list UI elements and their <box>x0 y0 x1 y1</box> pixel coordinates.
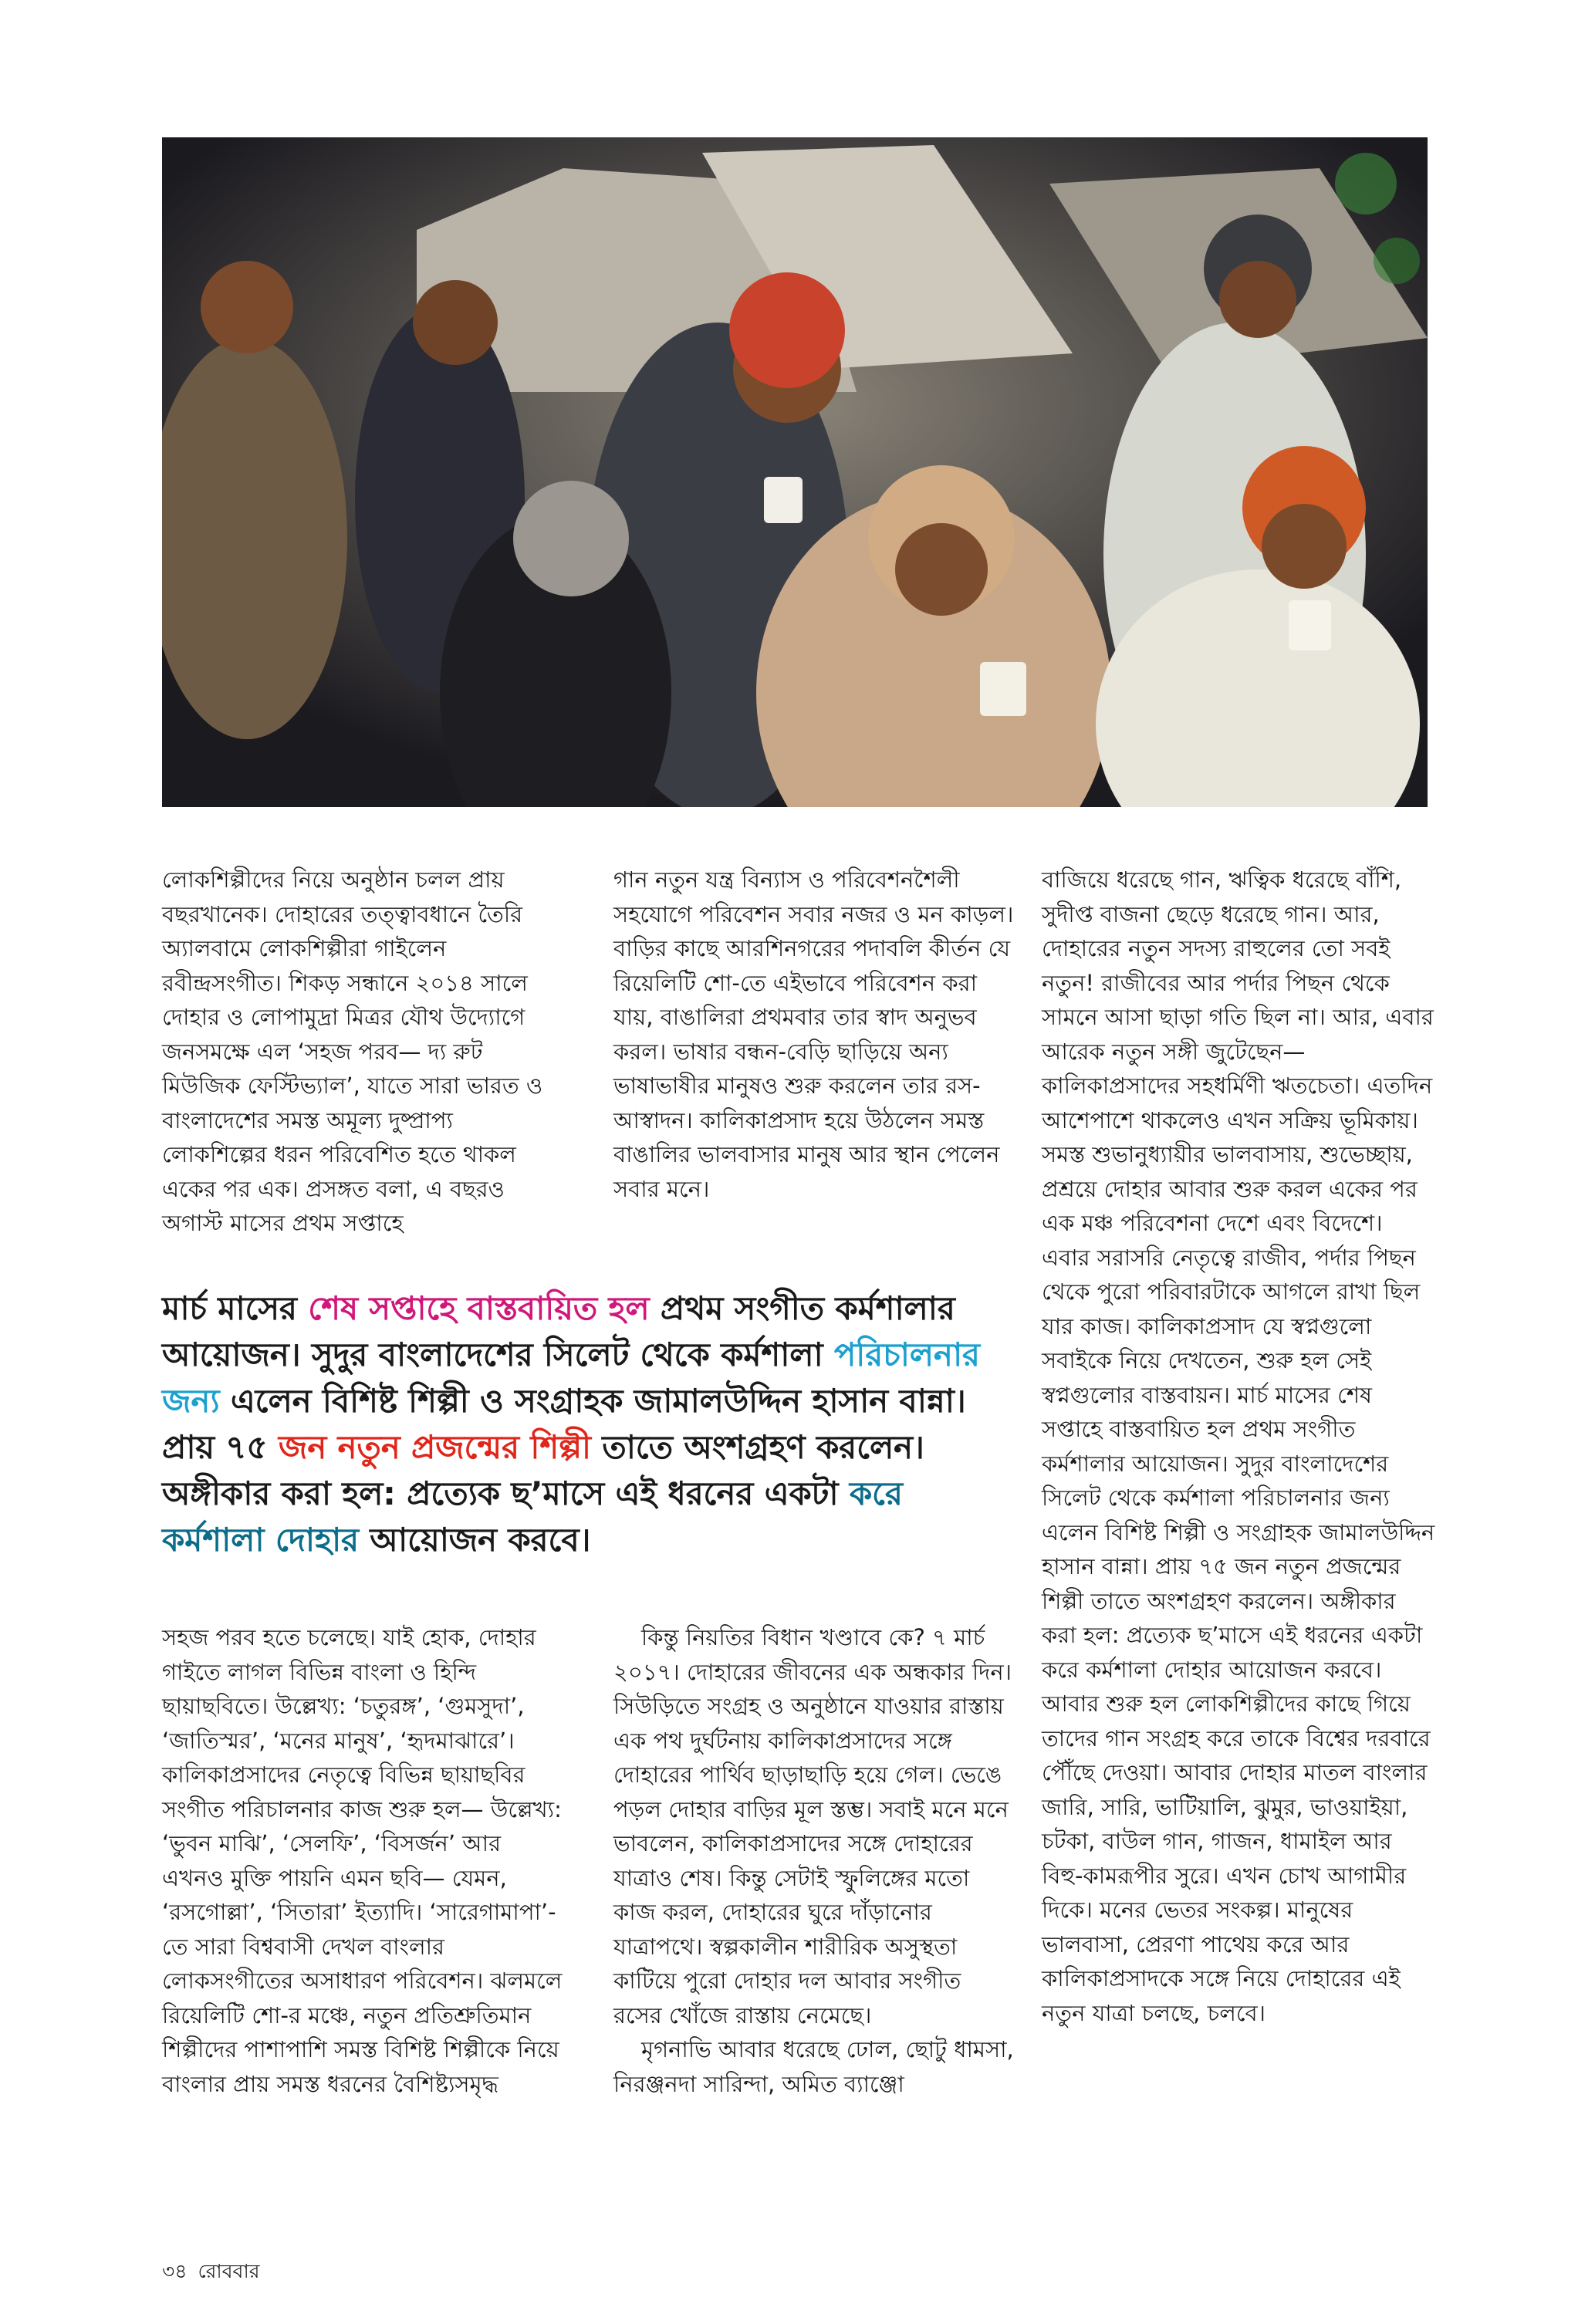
column-3 <box>1042 863 1435 2030</box>
body-text: সহজ পরব হতে চলেছে। যাই হোক, দোহার গাইতে লাগল বিভিন্ন বাংলা ও হিন্দি ছায়াছবিতে। উল্লেখ্য: ‘চতুরঙ্গ’, ‘গুমসুদা’, ‘জাতিস্মর’, ‘মনের মানুষ’, ‘হৃদমাঝারে’। কালিকাপ্রসাদের নেতৃত্বে বিভিন্ন ছায়াছবির সংগীত পরিচালনার কাজ শুরু হল— উল্লেখ্য: ‘ভুবন মাঝি’, ‘সেলফি’, ‘বিসর্জন’ আর এখনও মুক্তি পায়নি এমন ছবি— যেমন, ‘রসগোল্লা’, ‘সিতারা’ ইত্যাদি। ‘সারেগামাপা’-তে সারা বিশ্ববাসী দেখল বাংলার লোকসংগীতের অসাধারণ পরিবেশন। ঝলমলে রিয়েলিটি শো-র মঞ্চে, নতুন প্রতিশ্রুতিমান শিল্পীদের পাশাপাশি সমস্ত বিশিষ্ট শিল্পীকে নিয়ে বাংলার প্রায় সমস্ত ধরনের বৈশিষ্ট্যসমৃদ্ধ <box>162 1624 563 2097</box>
pull-quote-highlight: করে কর্মশালা দোহার <box>162 1474 903 1559</box>
body-text: বাজিয়ে ধরেছে গান, ঋত্বিক ধরেছে বাঁশি, সুদীপ্ত বাজনা ছেড়ে ধরেছে গান। আর, দোহারের নতুন সদস্য রাহুলের তো সবই নতুন! রাজীবের আর পর্দার পিছন থেকে সামনে আসা ছাড়া গতি ছিল না। আর, এবার আরেক নতুন সঙ্গী জুটেছেন— কালিকাপ্রসাদের সহধর্মিণী ঋতচেতা। এতদিন আশেপাশে থাকলেও এখন সক্রিয় ভূমিকায়। সমস্ত শুভানুধ্যায়ীর ভালবাসায়, শুভেচ্ছায়, প্রশ্রয়ে দোহার আবার শুরু করল একের পর এক মঞ্চ পরিবেশনা দেশে এবং বিদেশে। এবার সরাসরি নেতৃত্বে রাজীব, পর্দার পিছন থেকে পুরো পরিবারটাকে আগলে রাখা ছিল যার কাজ। কালিকাপ্রসাদ যে স্বপ্নগুলো সবাইকে নিয়ে দেখতেন, শুরু হল সেই স্বপ্নগুলোর বাস্তবায়ন। মার্চ মাসের শেষ সপ্তাহে বাস্তবায়িত হল প্রথম সংগীত কর্মশালার আয়োজন। সুদুর বাংলাদেশের সিলেট থেকে কর্মশালা পরিচালনার জন্য এলেন বিশিষ্ট শিল্পী ও সংগ্রাহক জামালউদ্দিন হাসান বান্না। প্রায় ৭৫ জন নতুন প্রজন্মের শিল্পী তাতে অংশগ্রহণ করলেন। অঙ্গীকার করা হল: প্রত্যেক ছ’মাসে এই ধরনের একটা করে কর্মশালা দোহার আয়োজন করবে। আবার শুরু হল লোকশিল্পীদের কাছে গিয়ে তাদের গান সংগ্রহ করে তাকে বিশ্বের দরবারে পৌঁছে দেওয়া। আবার দোহার মাতল বাংলার জারি, সারি, ভাটিয়ালি, ঝুমুর, ভাওয়াইয়া, চটকা, বাউল গান, গাজন, ধামাইল আর বিহু-কামরূপীর সুরে। এখন চোখ আগামীর দিকে। মনের ভেতর সংকল্প। মানুষের ভালবাসা, প্রেরণা পাথেয় করে আর কালিকাপ্রসাদকে সঙ্গে নিয়ে দোহারের এই নতুন যাত্রা চলছে, চলবে। <box>1042 866 1435 2026</box>
body-text: মৃগনাভি আবার ধরেছে ঢোল, ছোটু ধামসা, নিরঞ্জনদা সারিন্দা, অমিত ব্যাঞ্জো <box>613 2036 1014 2097</box>
folio <box>162 2256 270 2289</box>
magazine-name: রোববার <box>198 2260 260 2282</box>
column-2-top <box>613 863 1015 1206</box>
column-1-top <box>162 863 563 1241</box>
group-photo <box>162 137 1428 807</box>
pull-quote-highlight: পরিচালনার জন্য <box>162 1336 980 1420</box>
body-text: কিন্তু নিয়তির বিধান খণ্ডাবে কে? ৭ মার্চ ২০১৭। দোহারের জীবনের এক অন্ধকার দিন। সিউড়িতে সংগ্রহ ও অনুষ্ঠানে যাওয়ার রাস্তায় এক পথ দুর্ঘটনায় কালিকাপ্রসাদের সঙ্গে দোহারের পার্থিব ছাড়াছাড়ি হয়ে গেল। ভেঙে পড়ল দোহার বাড়ির মূল স্তম্ভ। সবাই মনে মনে ভাবলেন, কালিকাপ্রসাদের সঙ্গে দোহারের যাত্রাও শেষ। কিন্তু সেটাই স্ফুলিঙ্গের মতো কাজ করল, দোহারের ঘুরে দাঁড়ানোর যাত্রাপথে। স্বল্পকালীন শারীরিক অসুস্থতা কাটিয়ে পুরো দোহার দল আবার সংগীত রসের খোঁজে রাস্তায় নেমেছে। <box>613 1624 1012 2028</box>
column-2-bottom <box>613 1620 1015 2101</box>
pull-quote-text: আয়োজন করবে। <box>358 1521 591 1559</box>
pull-quote-highlight: জন নতুন প্রজন্মের শিল্পী <box>278 1428 591 1466</box>
body-text: লোকশিল্পীদের নিয়ে অনুষ্ঠান চলল প্রায় বছরখানেক। দোহারের তত্ত্বাবধানে তৈরি অ্যালবামে লোকশিল্পীরা গাইলেন রবীন্দ্রসংগীত। শিকড় সন্ধানে ২০১৪ সালে দোহার ও লোপামুদ্রা মিত্রর যৌথ উদ্যোগে জনসমক্ষে এল ‘সহজ পরব— দ্য রুট মিউজিক ফেস্টিভ্যাল’, যাতে সারা ভারত ও বাংলাদেশের সমস্ত অমূল্য দুষ্প্রাপ্য লোকশিল্পের ধরন পরিবেশিত হতে থাকল একের পর এক। প্রসঙ্গত বলা, এ বছরও অগাস্ট মাসের প্রথম সপ্তাহে <box>162 866 543 1236</box>
page-number: ৩৪ <box>162 2260 188 2282</box>
group-photo-icon <box>162 137 1428 807</box>
pull-quote-text: মার্চ মাসের <box>162 1289 309 1327</box>
column-1-bottom <box>162 1620 563 2101</box>
pull-quote <box>162 1285 1011 1563</box>
pull-quote-text: এলেন বিশিষ্ট শিল্পী ও সংগ্রাহক জামালউদ্দিন হাসান বান্না। প্রায় ৭৫ <box>162 1382 966 1466</box>
pull-quote-text: প্রথম সংগীত কর্মশালার আয়োজন। সুদুর বাংলাদেশের সিলেট থেকে কর্মশালা <box>162 1289 955 1373</box>
body-text: গান নতুন যন্ত্র বিন্যাস ও পরিবেশনশৈলী সহযোগে পরিবেশন সবার নজর ও মন কাড়ল। বাড়ির কাছে আরশিনগরের পদাবলি কীর্তন যে রিয়েলিটি শো-তে এইভাবে পরিবেশন করা যায়, বাঙালিরা প্রথমবার তার স্বাদ অনুভব করল। ভাষার বন্ধন-বেড়ি ছাড়িয়ে অন্য ভাষাভাষীর মানুষও শুরু করলেন তার রস-আস্বাদন। কালিকাপ্রসাদ হয়ে উঠলেন সমস্ত বাঙালির ভালবাসার মানুষ আর স্থান পেলেন সবার মনে। <box>613 866 1014 1202</box>
pull-quote-highlight: শেষ সপ্তাহে বাস্তবায়িত হল <box>308 1289 650 1327</box>
pull-quote-text: তাতে অংশগ্রহণ করলেন। অঙ্গীকার করা হল: প্রত্যেক ছ’মাসে এই ধরনের একটা <box>162 1428 924 1512</box>
